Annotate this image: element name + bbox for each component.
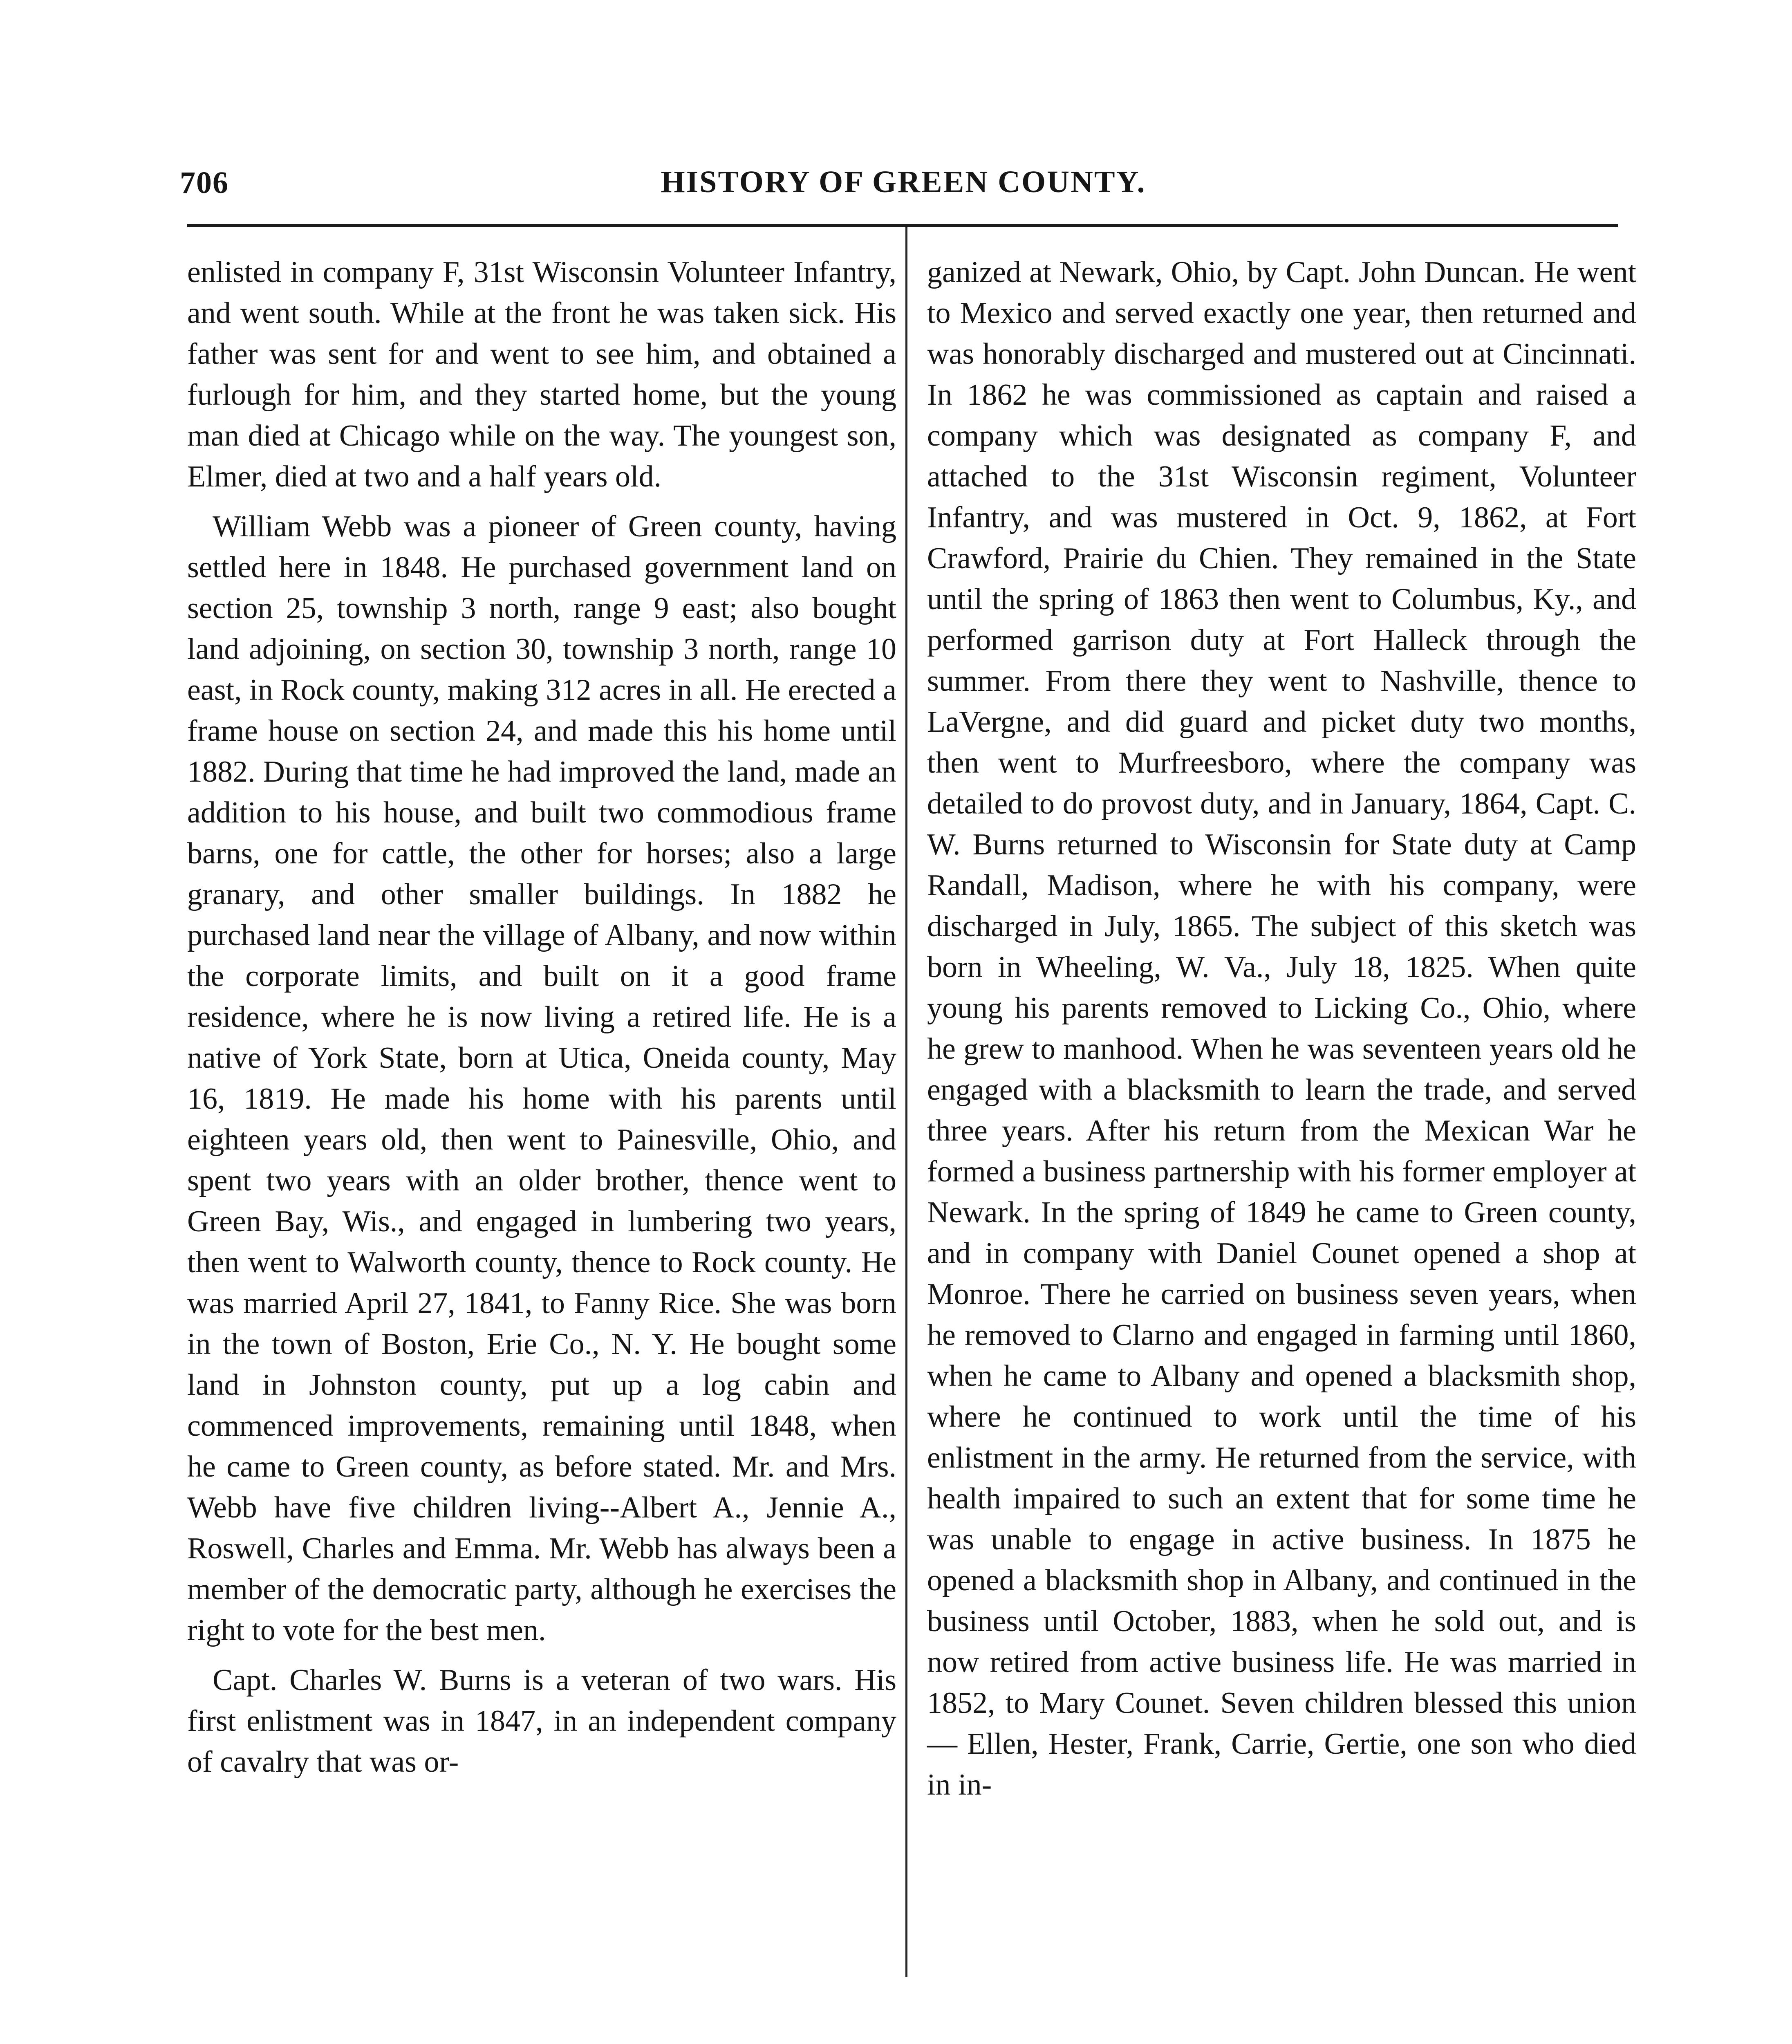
page-number: 706 xyxy=(180,166,229,200)
paragraph-william-webb: William Webb was a pioneer of Green county, having settled here in 1848. He purchased government land on section 25, township 3 north, range 9 east; also bought land adjoining, on section 30, township 3 north, range 10 east, in Rock county, making 312 acres in all. He erected a frame house on section 24, and made this his home until 1882. During that time he had improved the land, made an addition to his house, and built two commodious frame barns, one for cattle, the other for horses; also a large granary, and other smaller buildings. In 1882 he purchased land near the village of Albany, and now within the corporate limits, and built on it a good frame residence, where he is now living a retired life. He is a native of York State, born at Utica, Oneida county, May 16, 1819. He made his home with his parents until eighteen years old, then went to Painesville, Ohio, and spent two years with an older brother, thence went to Green Bay, Wis., and engaged in lumbering two years, then went to Walworth county, thence to Rock county. He was married April 27, 1841, to Fanny Rice. She was born in the town of Boston, Erie Co., N. Y. He bought some land in Johnston county, put up a log cabin and commenced improvements, remaining until 1848, when he came to Green county, as before stated. Mr. and Mrs. Webb have five children living--Albert A., Jennie A., Roswell, Charles and Emma. Mr. Webb has always been a member of the democratic party, although he exercises the right to vote for the best men. xyxy=(187,510,896,1647)
running-title: HISTORY OF GREEN COUNTY. xyxy=(661,165,1146,199)
paragraph-continued: enlisted in company F, 31st Wisconsin Volunteer Infantry, and went south. While at the front he was taken sick. His father was sent for and went to see him, and obtained a furlough for him, and they started home, but the young man died at Chicago while on the way. The youngest son, Elmer, died at two and a half years old. xyxy=(187,256,896,493)
paragraph-charles-burns-continued: ganized at Newark, Ohio, by Capt. John Duncan. He went to Mexico and served exactly one year, then returned and was honorably discharged and mustered out at Cincinnati. In 1862 he was commissioned as captain and raised a company which was designated as company F, and attached to the 31st Wisconsin regiment, Volunteer Infantry, and was mustered in Oct. 9, 1862, at Fort Crawford, Prairie du Chien. They remained in the State until the spring of 1863 then went to Columbus, Ky., and performed garrison duty at Fort Halleck through the summer. From there they went to Nashville, thence to LaVergne, and did guard and picket duty two months, then went to Murfreesboro, where the company was detailed to do provost duty, and in January, 1864, Capt. C. W. Burns returned to Wisconsin for State duty at Camp Randall, Madison, where he with his company, were discharged in July, 1865. The subject of this sketch was born in Wheeling, W. Va., July 18, 1825. When quite young his parents removed to Licking Co., Ohio, where he grew to manhood. When he was seventeen years old he engaged with a blacksmith to learn the trade, and served three years. After his return from the Mexican War he formed a business partnership with his former employer at Newark. In the spring of 1849 he came to Green county, and in company with Daniel Counet opened a shop at Monroe. There he carried on business seven years, when he removed to Clarno and engaged in farming until 1860, when he came to Albany and opened a blacksmith shop, where he continued to work until the time of his enlistment in the army. He returned from the service, with health impaired to such an extent that for some time he was unable to engage in active business. In 1875 he opened a blacksmith shop in Albany, and continued in the business until October, 1883, when he sold out, and is now retired from active business life. He was married in 1852, to Mary Counet. Seven children blessed this union — Ellen, Hester, Frank, Carrie, Gertie, one son who died in in- xyxy=(927,256,1636,1802)
column-divider xyxy=(905,227,907,1977)
paragraph-charles-burns: Capt. Charles W. Burns is a veteran of two wars. His first enlistment was in 1847, in an independent company of cavalry that was or- xyxy=(187,1663,896,1779)
left-column xyxy=(187,252,896,1791)
header-rule xyxy=(187,224,1618,227)
right-column xyxy=(927,252,1636,1814)
